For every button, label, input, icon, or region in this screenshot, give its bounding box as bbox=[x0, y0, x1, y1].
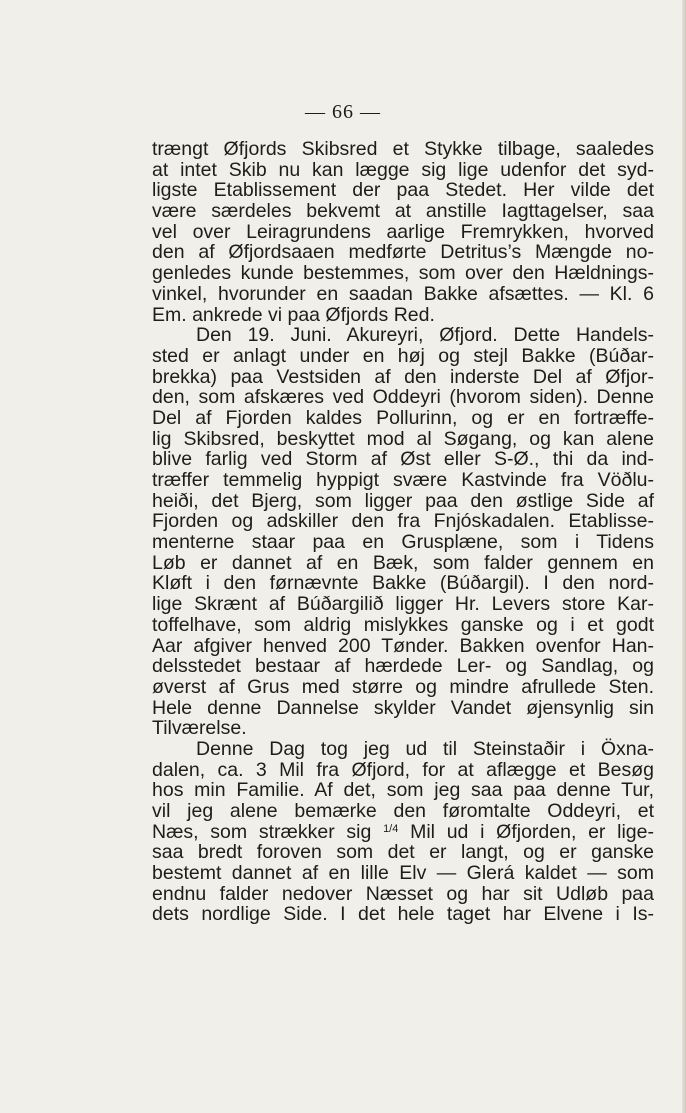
text-line: vil jeg alene bemærke den føromtalte Oddeyri, et bbox=[152, 800, 654, 822]
text-line: toffelhave, som aldrig mislykkes ganske og i et godt bbox=[152, 613, 654, 636]
page-number: — 66 — bbox=[305, 101, 381, 123]
text-line: heiði, det Bjerg, som ligger paa den østlige Side af bbox=[152, 489, 654, 512]
text-line: lige Skrænt af Búðargilið ligger Hr. Levers store Kar- bbox=[152, 593, 654, 616]
text-line: blive farlig ved Storm af Øst eller S-Ø., thi da ind- bbox=[152, 448, 654, 471]
text-line: vinkel, hvorunder en saadan Bakke afsættes. — Kl. 6 bbox=[152, 282, 654, 305]
text-line: Løb er dannet af en Bæk, som falder gennem en bbox=[152, 551, 654, 574]
text-line: hos min Familie. Af det, som jeg saa paa denne Tur, bbox=[152, 779, 654, 802]
text-line: brekka) paa Vestsiden af den inderste Del af Øfjor- bbox=[152, 365, 654, 388]
text-segment: Næs, som strækker sig bbox=[152, 820, 384, 843]
text-line: dalen, ca. 3 Mil fra Øfjord, for at aflægge et Besøg bbox=[152, 758, 654, 781]
text-line: Del af Fjorden kaldes Pollurinn, og er en fortræffe- bbox=[152, 406, 654, 429]
text-line: den af Øfjordsaaen medførte Detritus’s Mængde no- bbox=[152, 241, 654, 264]
text-line: Em. ankrede vi paa Øfjords Red. bbox=[152, 303, 435, 326]
text-line: saa bredt foroven som det er langt, og er ganske bbox=[152, 841, 654, 864]
text-line: at intet Skib nu kan lægge sig lige udenfor det syd- bbox=[152, 158, 654, 181]
text-line: Tilværelse. bbox=[152, 717, 247, 740]
page-edge bbox=[682, 0, 686, 1113]
paragraph-start-line: Den 19. Juni. Akureyri, Øfjord. Dette Handels- bbox=[196, 324, 654, 347]
text-segment: Mil ud i Øfjorden, er lige- bbox=[398, 820, 654, 843]
body-text bbox=[152, 139, 654, 925]
text-line: lig Skibsred, beskyttet mod al Søgang, og kan alene bbox=[152, 427, 654, 450]
text-line: Kløft i den førnævnte Bakke (Búðargil). I den nord- bbox=[152, 572, 654, 595]
text-line: Fjorden og adskiller den fra Fnjóskadalen. Etablisse- bbox=[152, 510, 654, 533]
text-line: ligste Etablissement der paa Stedet. Her vilde det bbox=[152, 179, 654, 202]
text-line-with-fraction bbox=[152, 822, 654, 843]
text-line: Aar afgiver henved 200 Tønder. Bakken ovenfor Han- bbox=[152, 634, 654, 657]
text-line: øverst af Grus med større og mindre afrullede Sten. bbox=[152, 675, 654, 698]
text-line: menterne staar paa en Grusplæne, som i Tidens bbox=[152, 531, 654, 554]
text-line: den, som afskæres ved Oddeyri (hvorom siden). Denne bbox=[152, 386, 654, 409]
fraction: 1/4 bbox=[383, 822, 399, 835]
text-line: være særdeles bekvemt at anstille Iagttagelser, saa bbox=[152, 200, 654, 223]
text-line: delsstedet bestaar af hærdede Ler- og Sandlag, og bbox=[152, 655, 654, 678]
text-line: bestemt dannet af en lille Elv — Glerá kaldet — som bbox=[152, 862, 654, 885]
text-line: vel over Leiragrundens aarlige Fremrykken, hvorved bbox=[152, 220, 654, 243]
text-line: Hele denne Dannelse skylder Vandet øjensynlig sin bbox=[152, 696, 654, 719]
text-line: træffer temmelig hyppigt svære Kastvinde fra Vöðlu- bbox=[152, 469, 654, 491]
paragraph-start-line: Denne Dag tog jeg ud til Steinstaðir i Öxna- bbox=[196, 737, 654, 760]
text-line: endnu falder nedover Næsset og har sit Udløb paa bbox=[152, 882, 654, 905]
text-line: dets nordlige Side. I det hele taget har Elvene i Is- bbox=[152, 903, 654, 926]
text-line: genledes kunde bestemmes, som over den Hældnings- bbox=[152, 262, 654, 285]
text-line: sted er anlagt under en høj og stejl Bakke (Búðar- bbox=[152, 344, 654, 367]
text-line: trængt Øfjords Skibsred et Stykke tilbage, saaledes bbox=[152, 138, 654, 160]
